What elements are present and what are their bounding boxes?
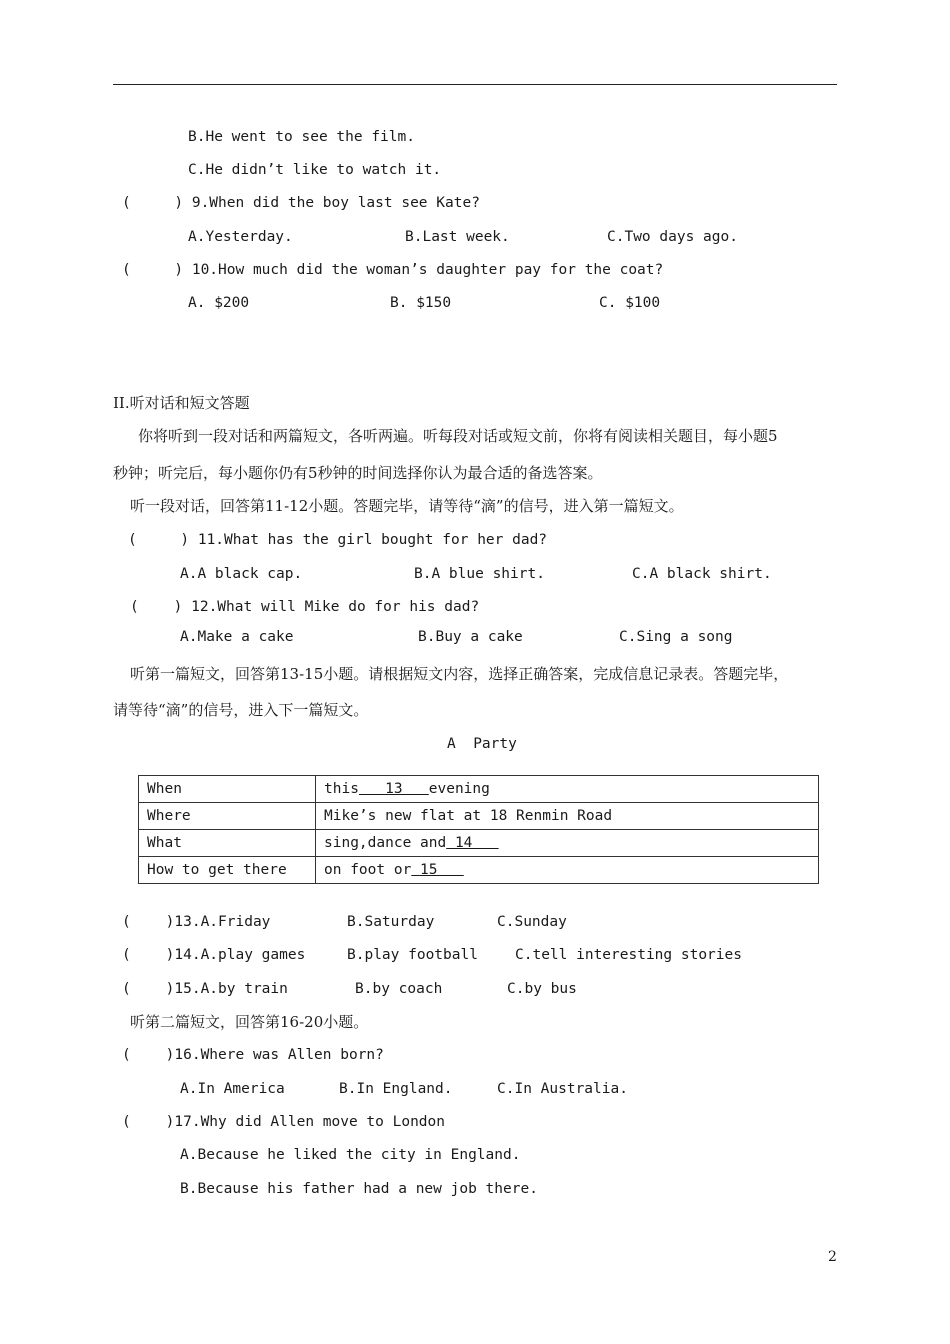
answer-blank-14: 14 [446,835,499,851]
q11-option-c: C.A black shirt. [632,566,772,582]
header-rule [113,84,837,85]
question-17: ( )17.Why did Allen move to London [122,1114,446,1130]
question-13: ( )13.A.Friday [122,914,271,930]
q13-option-c: C.Sunday [497,914,567,930]
q10-option-c: C. $100 [599,295,661,311]
table-row [139,803,819,830]
section-2-instructions-1: 你将听到一段对话和两篇短文，各听两遍。听每段对话或短文前，你将有阅读相关题目，每小题5 [138,427,778,445]
table-cell-value [316,776,819,803]
table-cell-label: Where [139,803,316,830]
table-cell-value [316,857,819,884]
table-row [139,776,819,803]
section-2-instructions-6: 听第二篇短文，回答第16-20小题。 [130,1013,369,1031]
question-10: ( ) 10.How much did the woman’s daughter pay for the coat? [122,262,664,278]
value-text: on foot or [324,862,412,878]
table-cell-label: What [139,830,316,857]
table-cell-label: How to get there [139,857,316,884]
question-12: ( ) 12.What will Mike do for his dad? [130,599,480,615]
q12-option-c: C.Sing a song [619,629,733,645]
question-16: ( )16.Where was Allen born? [122,1047,384,1063]
question-15: ( )15.A.by train [122,981,288,997]
q10-option-a: A. $200 [188,295,250,311]
value-text: this [324,781,359,797]
q9-option-a: A.Yesterday. [188,229,293,245]
q11-option-a: A.A black cap. [180,566,303,582]
answer-blank-15: 15 [411,862,464,878]
q17-option-a: A.Because he liked the city in England. [180,1147,521,1163]
section-2-instructions-5: 请等待“滴”的信号，进入下一篇短文。 [113,701,369,719]
q13-option-b: B.Saturday [347,914,435,930]
q12-option-b: B.Buy a cake [418,629,523,645]
q9-option-c: C.Two days ago. [607,229,738,245]
q15-option-c: C.by bus [507,981,577,997]
question-14: ( )14.A.play games [122,947,306,963]
table-row [139,857,819,884]
value-text: evening [428,781,490,797]
table-cell-value [316,830,819,857]
q16-option-c: C.In Australia. [497,1081,628,1097]
q10-option-b: B. $150 [390,295,452,311]
q11-option-b: B.A blue shirt. [414,566,545,582]
q9-option-b: B.Last week. [405,229,510,245]
q14-option-b: B.play football [347,947,478,963]
q12-option-a: A.Make a cake [180,629,294,645]
question-11: ( ) 11.What has the girl bought for her dad? [128,532,548,548]
section-2-title: II.听对话和短文答题 [113,394,250,412]
section-2-instructions-2: 秒钟；听完后，每小题你仍有5秒钟的时间选择你认为最合适的备选答案。 [113,464,603,482]
section-2-instructions-4: 听第一篇短文，回答第13-15小题。请根据短文内容，选择正确答案，完成信息记录表。答题完毕， [130,665,789,683]
info-record-table [138,775,819,884]
q15-option-b: B.by coach [355,981,443,997]
value-text: sing,dance and [324,835,447,851]
question-9: ( ) 9.When did the boy last see Kate? [122,195,480,211]
q16-option-b: B.In England. [339,1081,453,1097]
answer-blank-13: 13 [358,781,429,797]
page-number: 2 [828,1249,837,1265]
section-2-instructions-3: 听一段对话，回答第11-12小题。答题完毕，请等待“滴”的信号，进入第一篇短文。 [130,497,684,515]
table-row [139,830,819,857]
table-cell-value: Mike’s new flat at 18 Renmin Road [316,803,819,830]
table-cell-label: When [139,776,316,803]
q16-option-a: A.In America [180,1081,285,1097]
q8-option-b: B.He went to see the film. [188,129,415,145]
q17-option-b: B.Because his father had a new job there. [180,1181,538,1197]
table-title: A Party [447,736,517,752]
q14-option-c: C.tell interesting stories [515,947,742,963]
q8-option-c: C.He didn’t like to watch it. [188,162,442,178]
